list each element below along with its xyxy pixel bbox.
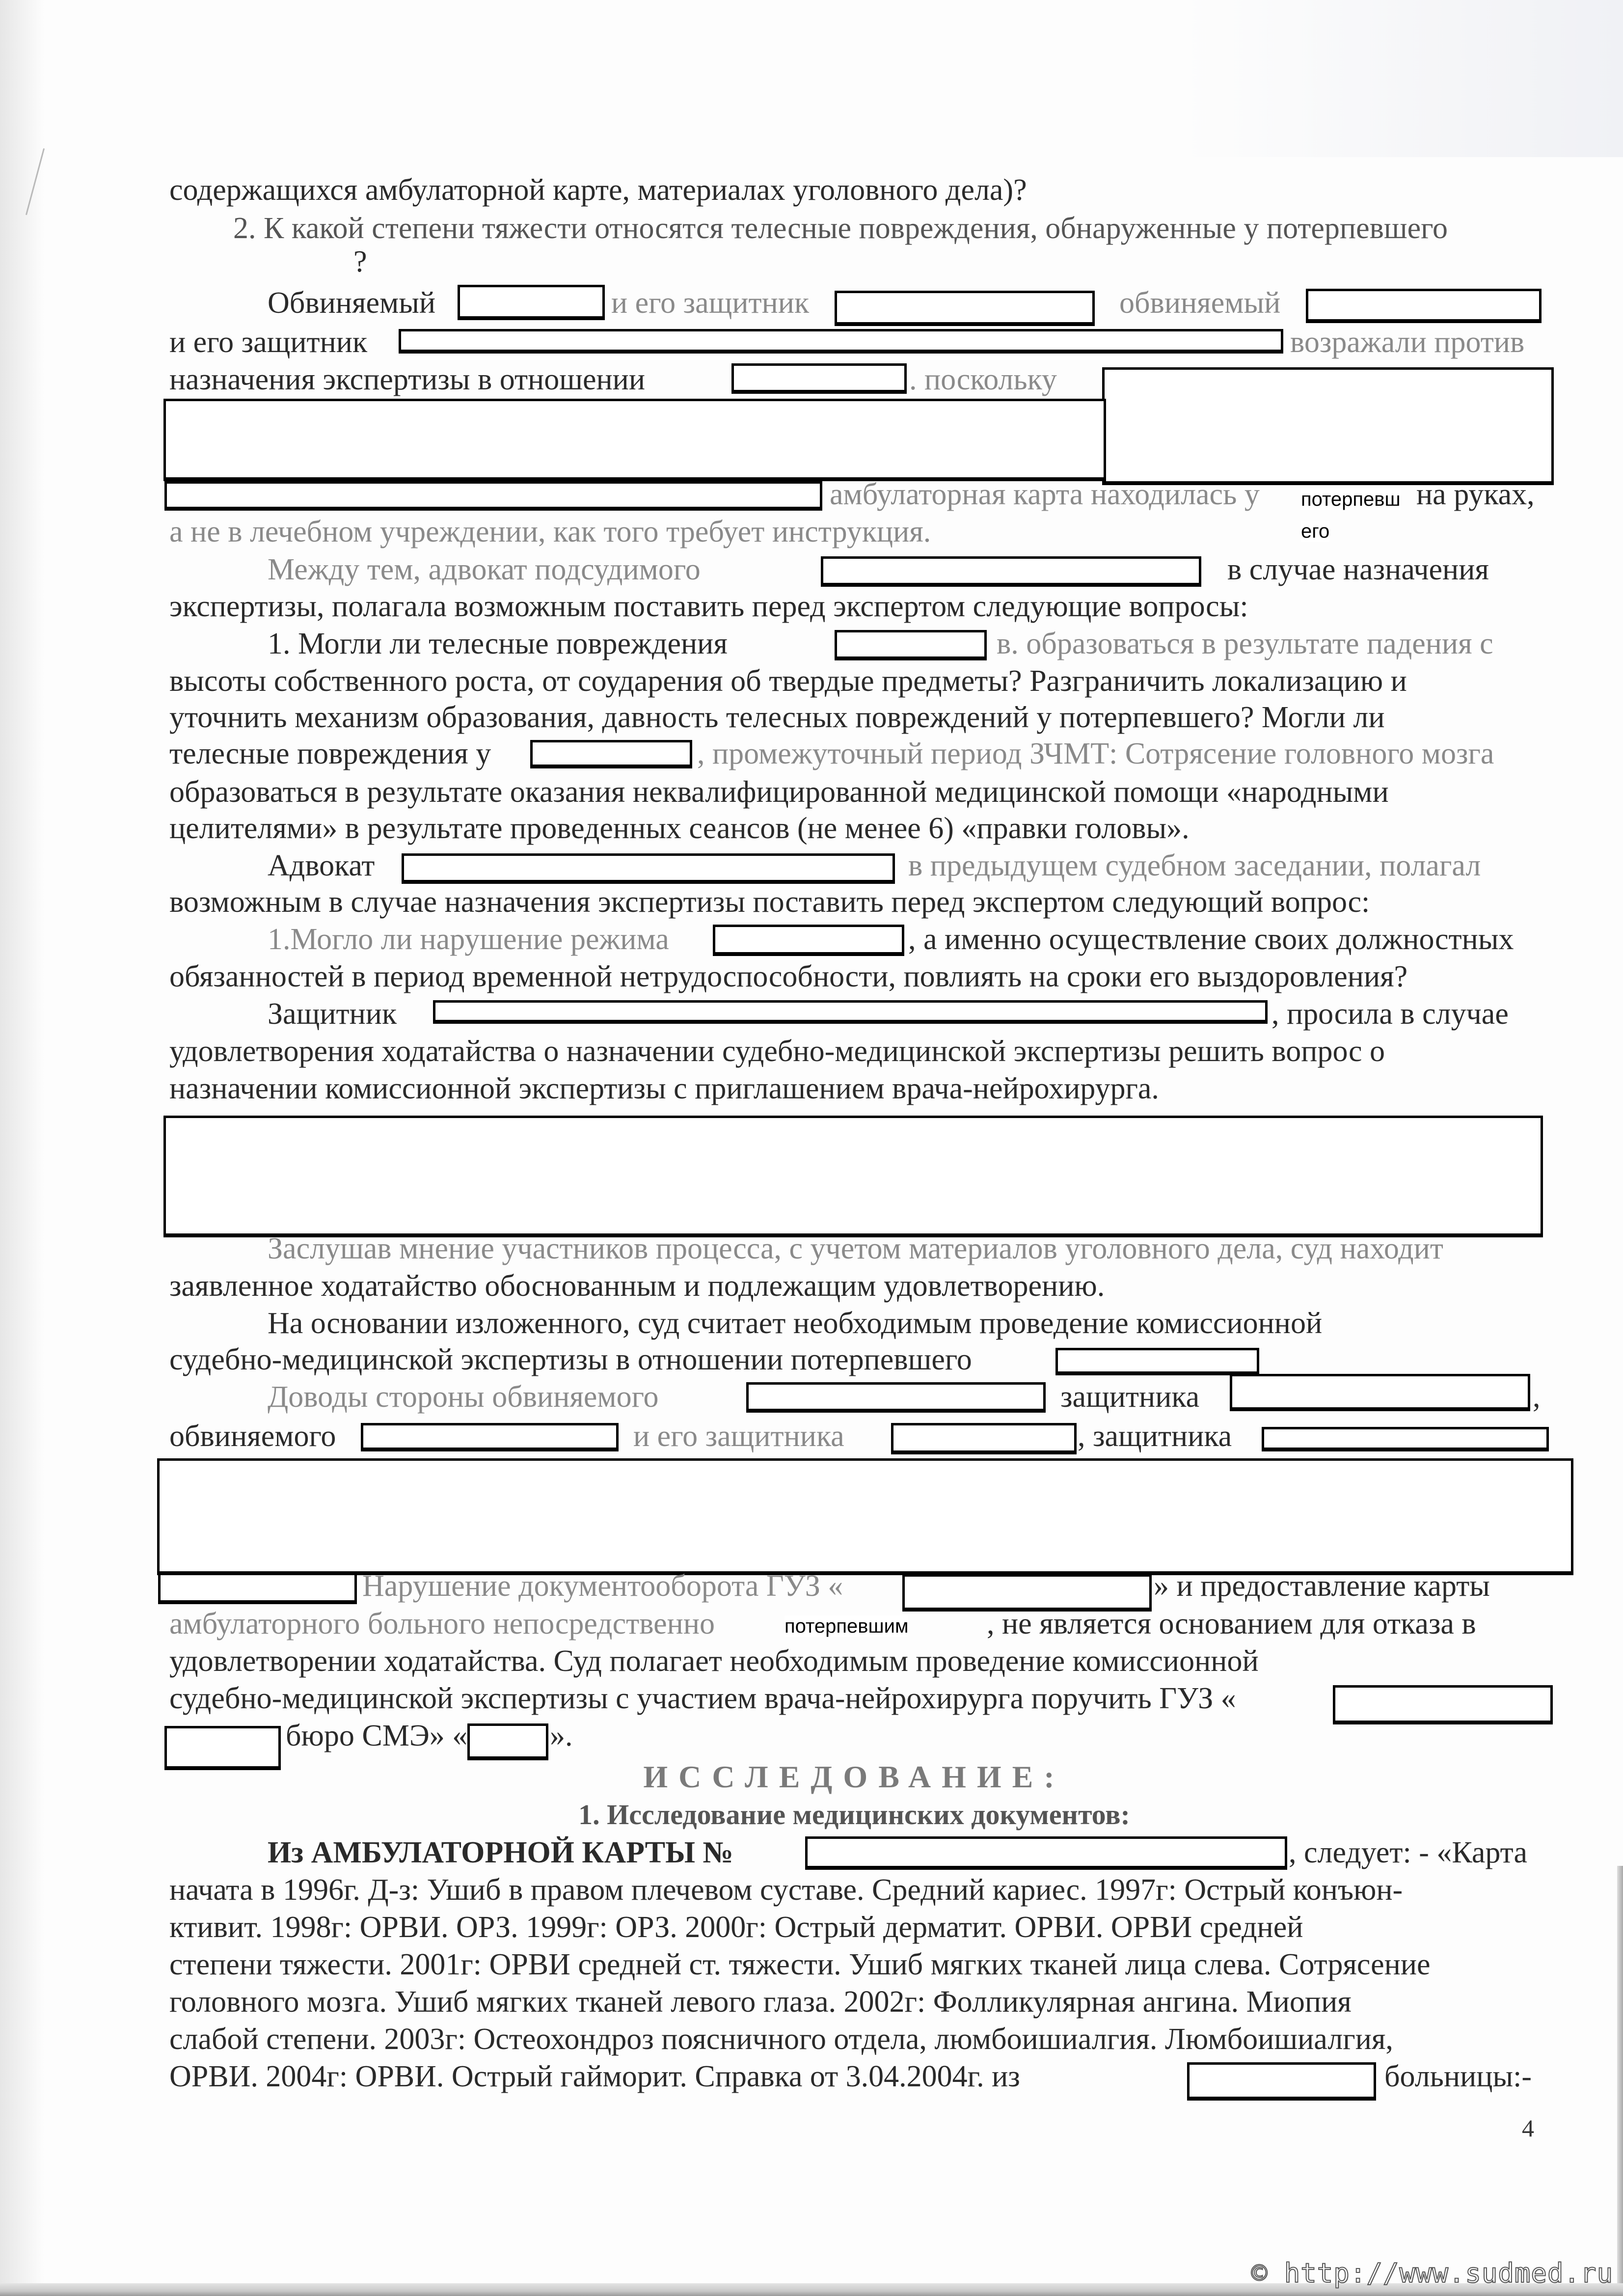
text-line: Из АМБУЛАТОРНОЙ КАРТЫ № (268, 1836, 733, 1869)
text-line: . поскольку (909, 363, 1057, 396)
redaction-box (467, 1723, 548, 1760)
redaction-box (163, 399, 1106, 481)
text-line: высоты собственного роста, от соударения об твердые предметы? Разграничить локализацию и (169, 664, 1407, 698)
redaction-box (163, 1116, 1543, 1237)
text-line: защитника (1060, 1380, 1200, 1414)
page-number: 4 (1522, 2114, 1534, 2142)
text-line: » и предоставление карты (1154, 1569, 1490, 1603)
question-2: 2. К какой степени тяжести относятся телесные повреждения, обнаруженные у потерпевшего (233, 212, 1448, 245)
text-line: удовлетворения ходатайства о назначении судебно-медицинской экспертизы решить вопрос о (169, 1035, 1385, 1068)
question-1: 1. Могли ли телесные повреждения (268, 627, 728, 660)
redaction-box (891, 1423, 1077, 1454)
text-line: начата в 1996г. Д-з: Ушиб в правом плечевом суставе. Средний кариес. 1997г: Острый конъюн- (169, 1873, 1403, 1907)
text-line: и его защитник (169, 326, 368, 359)
text-line: уточнить механизм образования, давность телесных повреждений у потерпевшего? Могли ли (169, 701, 1385, 734)
redaction-box (433, 1000, 1268, 1024)
redaction-box (731, 363, 907, 394)
subsection-heading: 1. Исследование медицинских документов: (578, 1799, 1130, 1831)
text-line: Обвиняемый (268, 286, 436, 320)
text-line: назначении комиссионной экспертизы с приглашением врача-нейрохирурга. (169, 1072, 1159, 1105)
text-line: обвиняемый (1119, 286, 1281, 320)
text-line: , защитника (1078, 1420, 1232, 1453)
text-line: в случае назначения (1227, 553, 1489, 586)
redaction-box (399, 329, 1283, 354)
text-line: Заслушав мнение участников процесса, с учетом материалов уголовного дела, суд находит (268, 1232, 1443, 1265)
text-line: Доводы стороны обвиняемого (268, 1380, 659, 1414)
text-line: в. образоваться в результате падения с (997, 627, 1493, 660)
section-heading: ИССЛЕДОВАНИЕ: (643, 1759, 1065, 1794)
text-line: образоваться в результате оказания неквалифицированной медицинской помощи «народными (169, 775, 1389, 809)
inserted-word: потерпевшим (784, 1615, 909, 1637)
text-line: обязанностей в период временной нетрудоспособности, повлиять на сроки его выздоровления? (169, 960, 1408, 993)
redaction-box (1102, 367, 1554, 485)
text-line: амбулаторная карта находилась у (830, 478, 1260, 511)
text-line: и его защитника (633, 1420, 844, 1453)
text-line: и его защитник (611, 286, 810, 320)
redaction-box (164, 481, 822, 511)
redaction-box (402, 853, 895, 884)
text-line: , просила в случае (1271, 997, 1509, 1031)
text-line: ОРВИ. 2004г: ОРВИ. Острый гайморит. Справка от 3.04.2004г. из (169, 2060, 1020, 2093)
text-line: содержащихся амбулаторной карте, материалах уголовного дела)? (169, 173, 1027, 207)
inserted-word: потерпевш (1301, 489, 1401, 510)
redaction-box (361, 1423, 619, 1451)
redaction-box (746, 1382, 1046, 1413)
text-line: на руках, (1416, 478, 1535, 511)
redaction-box (1230, 1374, 1530, 1411)
redaction-box (821, 556, 1201, 587)
redaction-box (458, 285, 605, 320)
text-line: слабой степени. 2003г: Остеохондроз поясничного отдела, люмбоишиалгия. Люмбоишиалгия, (169, 2023, 1393, 2056)
redaction-box (1055, 1348, 1259, 1375)
redaction-box (713, 925, 904, 956)
inserted-word: его (1301, 520, 1330, 542)
text-line: обвиняемого (169, 1420, 336, 1453)
text-line: экспертизы, полагала возможным поставить перед экспертом следующие вопросы: (169, 590, 1248, 623)
text-line: На основании изложенного, суд считает необходимым проведение комиссионной (268, 1307, 1323, 1340)
text-line: ? (353, 245, 367, 278)
text-line: больницы:- (1384, 2060, 1532, 2093)
redaction-box (157, 1458, 1573, 1575)
redaction-box (835, 630, 987, 660)
text-line: , промежуточный период ЗЧМТ: Сотрясение головного мозга (697, 737, 1494, 770)
redaction-box (1262, 1427, 1549, 1451)
text-line: Между тем, адвокат подсудимого (268, 553, 701, 586)
scan-shadow-top (1181, 0, 1623, 157)
redaction-box (1187, 2062, 1376, 2101)
text-line: , следует: - «Карта (1289, 1836, 1527, 1869)
question-1: 1.Могло ли нарушение режима (268, 923, 669, 956)
redaction-box (805, 1836, 1287, 1870)
redaction-box (530, 740, 692, 768)
text-line: телесные повреждения у (169, 737, 491, 770)
text-line: , (1533, 1380, 1541, 1414)
text-line: в предыдущем судебном заседании, полагал (908, 849, 1481, 882)
redaction-box (158, 1573, 357, 1604)
scan-edge-right (1617, 1866, 1623, 2296)
text-line: целителями» в результате проведенных сеансов (не менее 6) «правки головы». (169, 812, 1190, 845)
redaction-box (835, 291, 1095, 326)
text-line: назначения экспертизы в отношении (169, 363, 646, 396)
watermark-link[interactable]: © http://www.sudmed.ru (1251, 2258, 1613, 2289)
text-line: Защитник (268, 997, 397, 1031)
text-line: бюро СМЭ» « (286, 1719, 468, 1752)
text-line: , не является основанием для отказа в (987, 1607, 1476, 1640)
text-line: судебно-медицинской экспертизы в отношении потерпевшего (169, 1343, 972, 1376)
text-line: возможным в случае назначения экспертизы поставить перед экспертом следующий вопрос: (169, 885, 1370, 919)
text-line: ». (550, 1719, 573, 1752)
text-line: ктивит. 1998г: ОРВИ. ОРЗ. 1999г: ОРЗ. 2000г: Острый дерматит. ОРВИ. ОРВИ средней (169, 1911, 1303, 1944)
text-line: , а именно осуществление своих должностных (908, 923, 1514, 956)
text-line: степени тяжести. 2001г: ОРВИ средней ст. тяжести. Ушиб мягких тканей лица слева. Сотрясение (169, 1948, 1431, 1981)
text-line: заявленное ходатайство обоснованным и подлежащим удовлетворению. (169, 1269, 1105, 1303)
text-line: головного мозга. Ушиб мягких тканей левого глаза. 2002г: Фолликулярная ангина. Миопия (169, 1985, 1352, 2019)
text-line: а не в лечебном учреждении, как того требует инструкция. (169, 515, 931, 548)
text-line: Адвокат (268, 849, 375, 882)
text-line: судебно-медицинской экспертизы с участием врача-нейрохирурга поручить ГУЗ « (169, 1682, 1236, 1715)
text-line: возражали против (1290, 326, 1525, 359)
text-line: удовлетворении ходатайства. Суд полагает необходимым проведение комиссионной (169, 1644, 1259, 1678)
redaction-box (1306, 289, 1542, 323)
redaction-box (902, 1574, 1152, 1612)
text-line: Нарушение документооборота ГУЗ « (362, 1569, 843, 1603)
text-line: амбулаторного больного непосредственно (169, 1607, 715, 1640)
scan-shadow-left (0, 0, 44, 2296)
